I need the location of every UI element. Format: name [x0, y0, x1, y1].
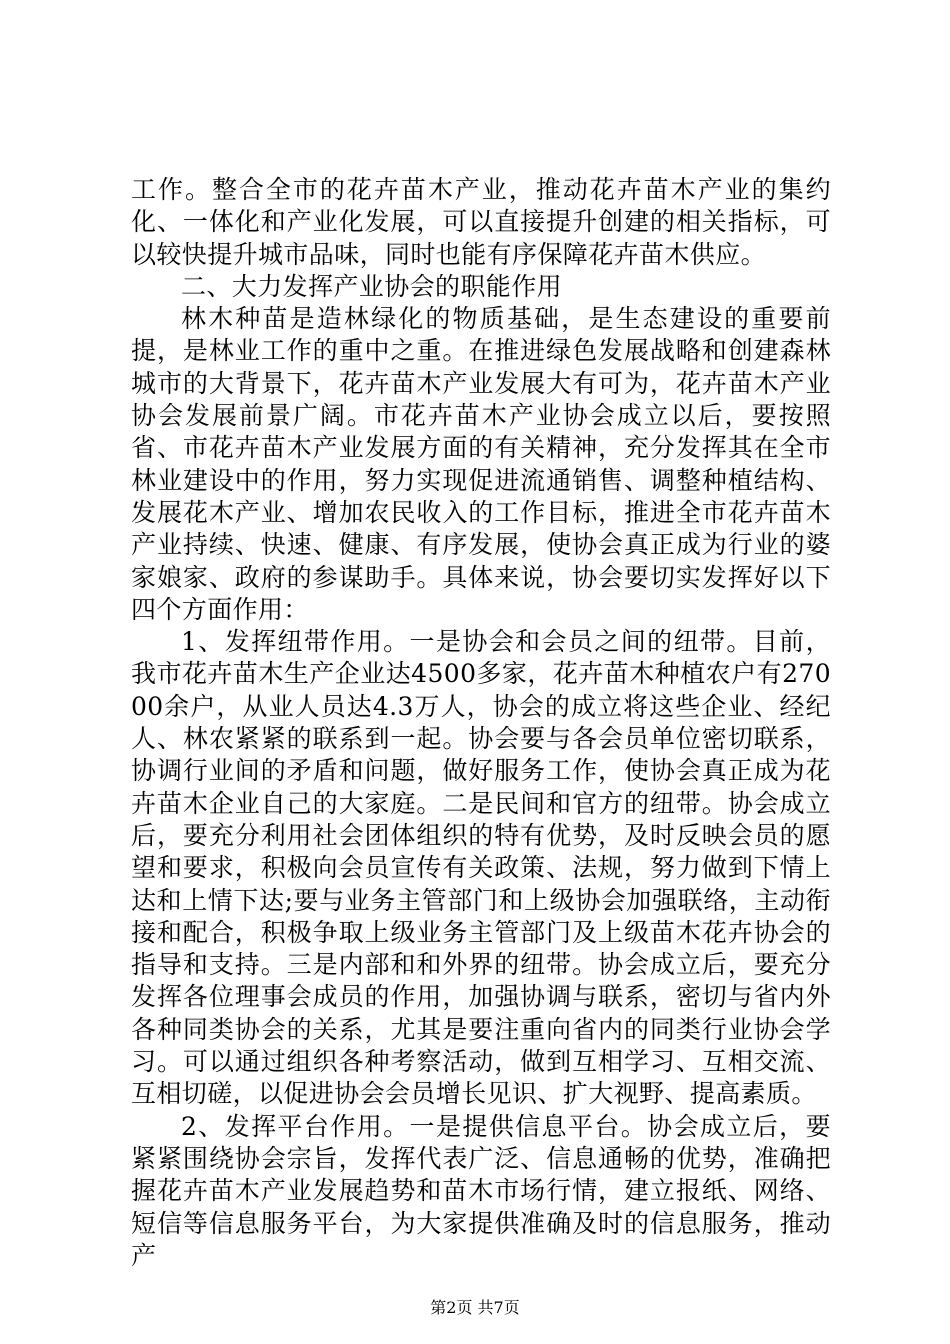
paragraph-platform-role: 2、发挥平台作用。一是提供信息平台。协会成立后，要紧紧围绕协会宗旨，发挥代表广泛、信息通畅的优势，准确把握花卉苗木产业发展趋势和苗木市场行情，建立报纸、网络、短信等信息服务平台，为大家提供准确及时的信息服务，推动产: [131, 1111, 831, 1270]
paragraph-forestry-seedlings: 林木种苗是造林绿化的物质基础，是生态建设的重要前提，是林业工作的重中之重。在推进绿色发展战略和创建森林城市的大背景下，花卉苗木产业发展大有可为，花卉苗木产业协会发展前景广阔。市花卉苗木产业协会成立以后，要按照省、市花卉苗木产业发展方面的有关精神，充分发挥其在全市林业建设中的作用，努力实现促进流通销售、调整种植结构、发展花木产业、增加农民收入的工作目标，推进全市花卉苗木产业持续、快速、健康、有序发展，使协会真正成为行业的婆家娘家、政府的参谋助手。具体来说，协会要切实发挥好以下四个方面作用：: [131, 304, 831, 624]
document-body: [131, 174, 831, 1272]
page-footer: 第2页 共7页: [430, 1298, 520, 1317]
paragraph-continuation: 工作。整合全市的花卉苗木产业，推动花卉苗木产业的集约化、一体化和产业化发展，可以直接提升创建的相关指标，可以较快提升城市品味，同时也能有序保障花卉苗木供应。: [131, 175, 831, 269]
section-heading: 二、大力发挥产业协会的职能作用: [181, 271, 563, 301]
paragraph-link-role: 1、发挥纽带作用。一是协会和会员之间的纽带。目前，我市花卉苗木生产企业达4500多家，花卉苗木种植农户有27000余户，从业人员达4.3万人，协会的成立将这些企业、经纪人、林农紧紧的联系到一起。协会要与各会员单位密切联系，协调行业间的矛盾和问题，做好服务工作，使协会真正成为花卉苗木企业自己的大家庭。二是民间和官方的纽带。协会成立后，要充分利用社会团体组织的特有优势，及时反映会员的愿望和要求，积极向会员宣传有关政策、法规，努力做到下情上达和上情下达;要与业务主管部门和上级协会加强联络，主动衔接和配合，积极争取上级业务主管部门及上级苗木花卉协会的指导和支持。三是内部和和外界的纽带。协会成立后，要充分发挥各位理事会成员的作用，加强协调与联系，密切与省内外各种同类协会的关系，尤其是要注重向省内的同类行业协会学习。可以通过组织各种考察活动，做到互相学习、互相交流、互相切磋，以促进协会会员增长见识、扩大视野、提高素质。: [131, 627, 831, 1109]
